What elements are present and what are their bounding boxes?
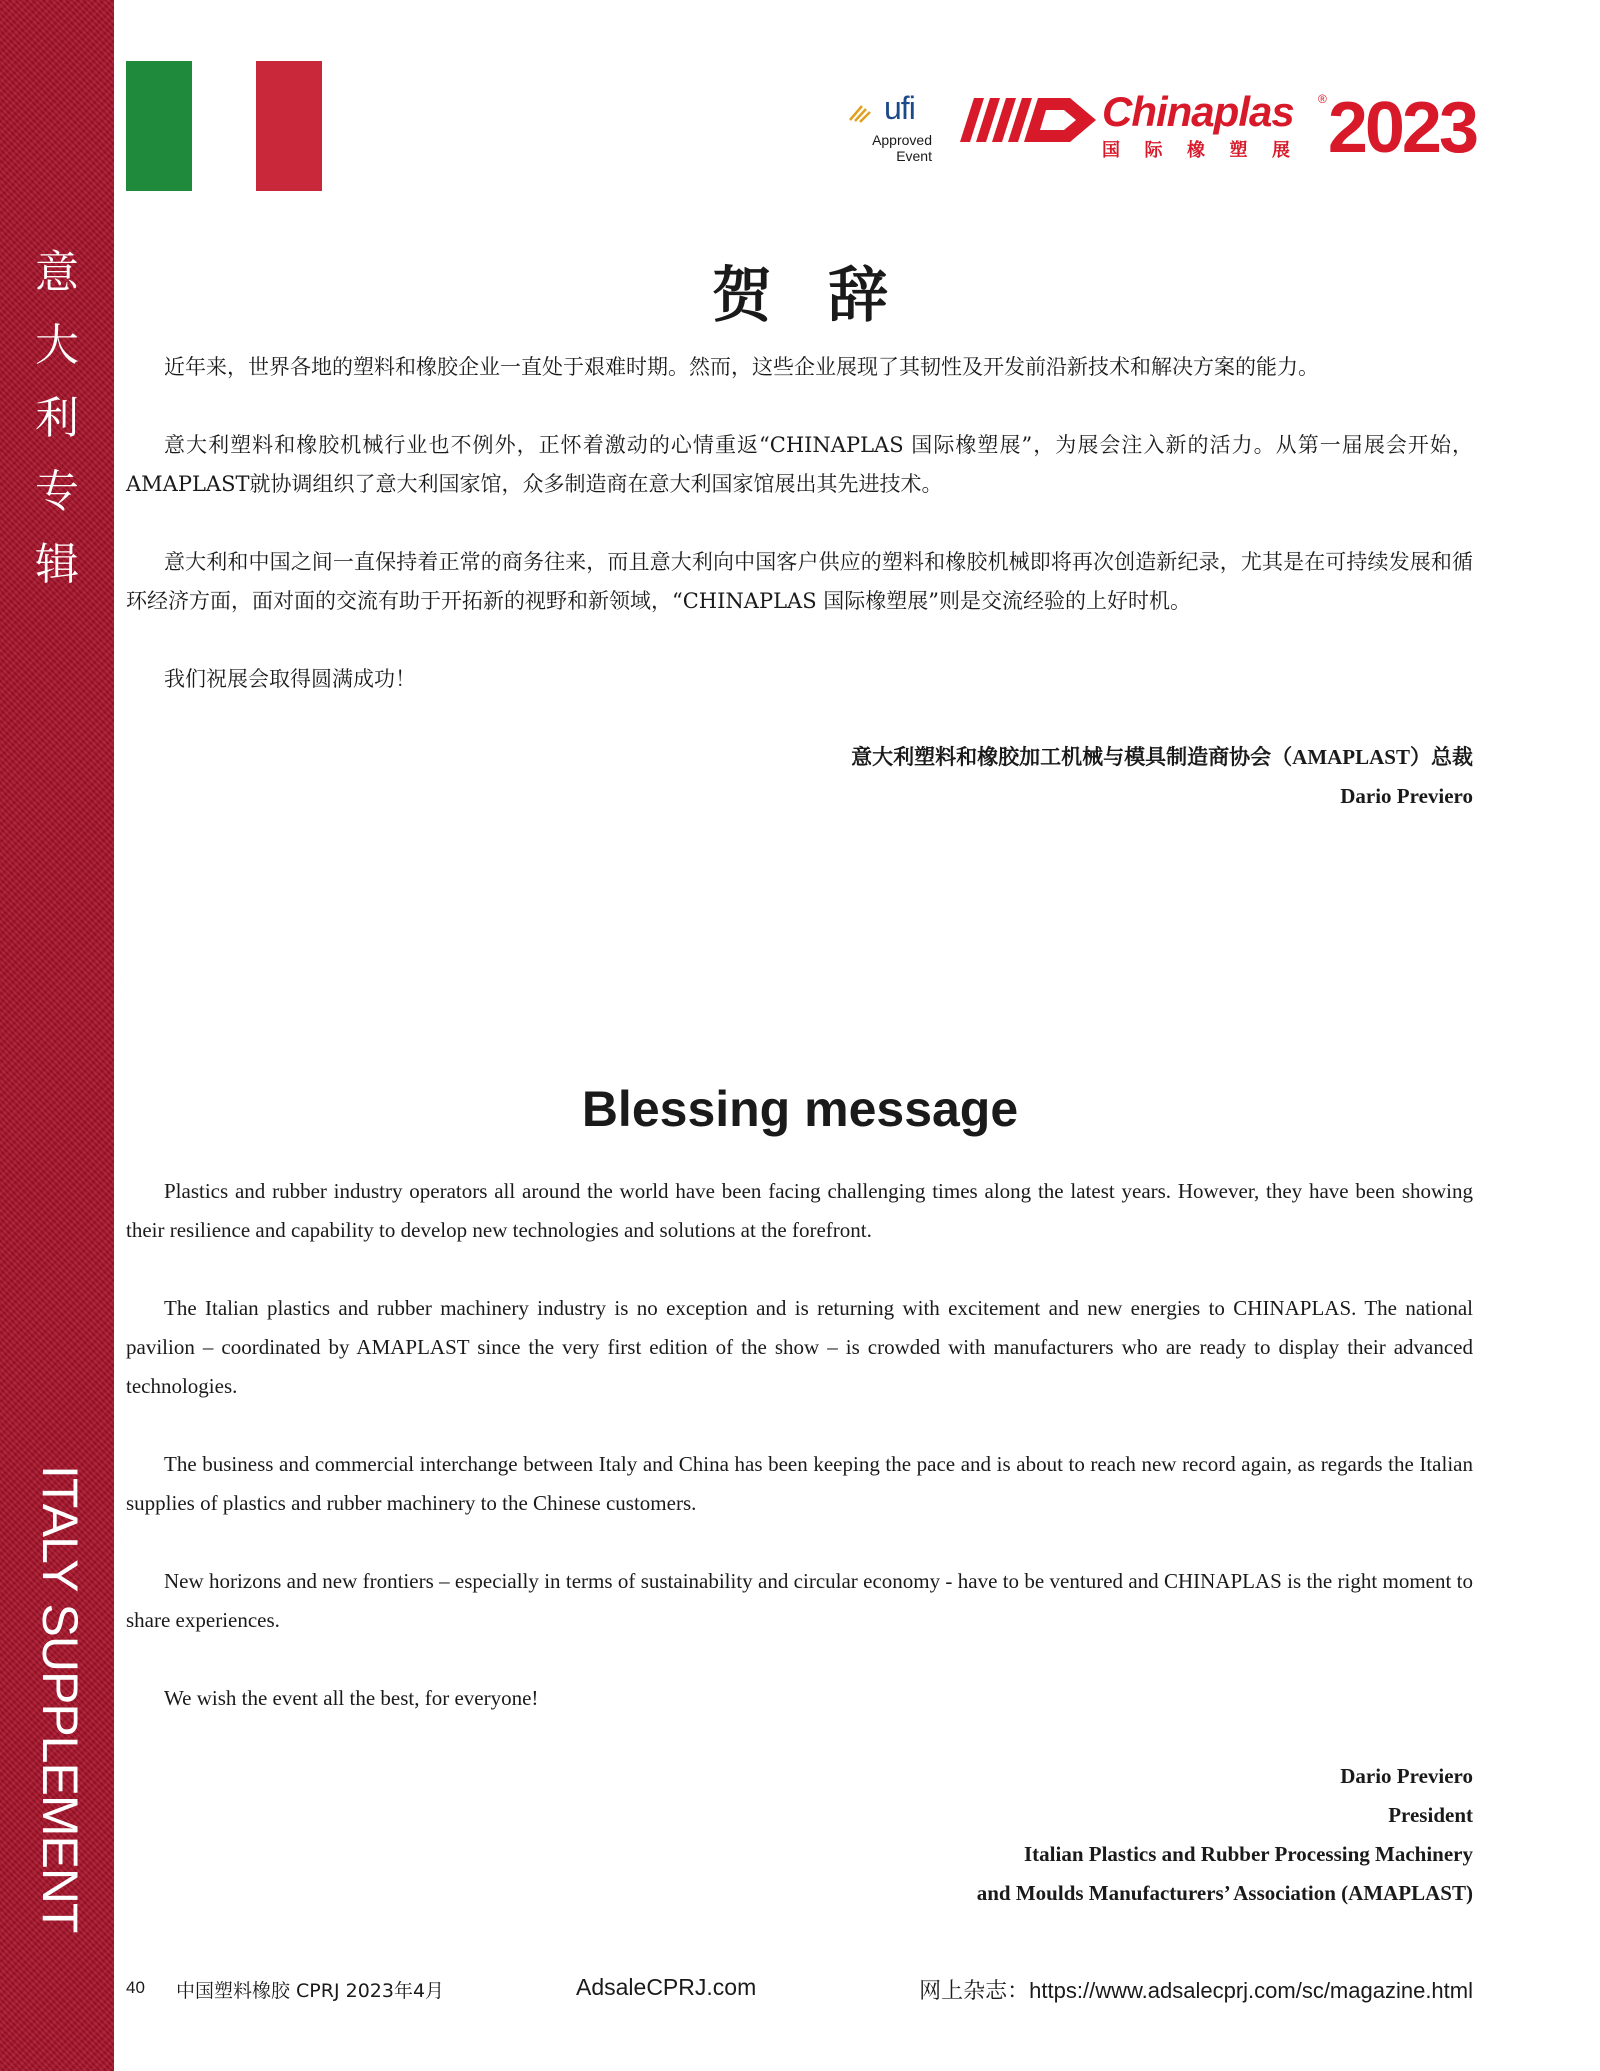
chinaplas-year: 2023: [1327, 88, 1476, 168]
italian-flag: [126, 61, 322, 191]
chinaplas-cn-char: 际: [1144, 140, 1163, 161]
flag-green-band: [126, 61, 192, 191]
flag-white-band: [192, 61, 256, 191]
chinese-body: [126, 348, 1473, 816]
ufi-approved-logo: [848, 90, 932, 166]
chinese-paragraph: 我们祝展会取得圆满成功！: [164, 667, 416, 691]
english-title: Blessing message: [581, 1081, 1019, 1137]
chinaplas-cn-name: [1102, 136, 1290, 162]
magazine-link[interactable]: 网上杂志：https://www.adsalecprj.com/sc/magazine.html: [919, 1978, 1473, 2003]
chinese-title: 贺辞: [712, 261, 944, 331]
chinaplas-cn-char: 国: [1102, 140, 1120, 161]
sidebar-cn-char: 利: [35, 393, 79, 444]
chinese-signature-name: Dario Previero: [1340, 784, 1473, 808]
english-paragraph: New horizons and new frontiers – especially in terms of sustainability and circular economy - have to be ventured and CHINAPLAS is the right moment to share experiences.: [126, 1569, 1473, 1632]
chinaplas-cn-char: 展: [1272, 140, 1290, 161]
chinaplas-wordmark: Chinaplas: [1102, 88, 1294, 135]
chinese-paragraph: 意大利塑料和橡胶机械行业也不例外，正怀着激动的心情重返“CHINAPLAS 国际橡塑展”，为展会注入新的活力。从第一届展会开始，AMAPLAST就协调组织了意大利国家馆，众多制造商在意大利国家馆展出其先进技术。: [126, 433, 1473, 496]
sidebar-cn-char: 大: [35, 320, 79, 371]
ufi-caption-line: Event: [896, 148, 932, 164]
ufi-caption-line: Approved: [872, 132, 932, 148]
flag-red-band: [256, 61, 322, 191]
ufi-caption: [872, 132, 932, 164]
english-signature-line: President: [1388, 1803, 1473, 1827]
ufi-swoosh-icon: [848, 100, 878, 124]
chinaplas-cn-char: 橡: [1187, 140, 1205, 161]
page-number: 40: [126, 1978, 145, 1997]
english-paragraph: We wish the event all the best, for everyone!: [164, 1686, 539, 1710]
chinaplas-cn-char: 塑: [1229, 140, 1248, 161]
page-footer: [126, 1976, 1473, 2006]
chinaplas-logo: [960, 88, 1476, 168]
sidebar-cn-char: 辑: [35, 539, 79, 590]
sidebar-cn-char: 专: [35, 466, 79, 517]
english-signature-line: Dario Previero: [1340, 1764, 1473, 1788]
site-link[interactable]: AdsaleCPRJ.com: [576, 1974, 757, 2000]
issue-label: 中国塑料橡胶 CPRJ 2023年4月: [176, 1980, 445, 2002]
sidebar-cn-char: 意: [35, 247, 79, 298]
english-paragraph: The business and commercial interchange between Italy and China has been keeping the pace and is about to reach new record again, as regards the Italian supplies of plastics and rubber machinery to the Chinese customers.: [126, 1452, 1473, 1515]
chinaplas-stripes-icon: [960, 98, 1096, 142]
english-paragraph: The Italian plastics and rubber machinery industry is no exception and is returning with excitement and new energies to CHINAPLAS. The national pavilion – coordinated by AMAPLAST since the very first edition of the show – is crowded with manufacturers who are ready to display their advanced technologies.: [126, 1296, 1473, 1398]
chinese-signature-org: 意大利塑料和橡胶加工机械与模具制造商协会（AMAPLAST）总裁: [851, 745, 1473, 769]
english-body: [126, 1172, 1473, 1913]
english-signature-line: Italian Plastics and Rubber Processing Machinery: [1024, 1842, 1473, 1866]
chinese-paragraph: 近年来，世界各地的塑料和橡胶企业一直处于艰难时期。然而，这些企业展现了其韧性及开发前沿新技术和解决方案的能力。: [164, 355, 1319, 379]
sidebar-en-label: ITALY SUPPLEMENT: [32, 1465, 88, 1933]
chinese-paragraph: 意大利和中国之间一直保持着正常的商务往来，而且意大利向中国客户供应的塑料和橡胶机械即将再次创造新纪录，尤其是在可持续发展和循环经济方面，面对面的交流有助于开拓新的视野和新领域，“CHINAPLAS 国际橡塑展”则是交流经验的上好时机。: [126, 550, 1473, 613]
english-signature-line: and Moulds Manufacturers’ Association (AMAPLAST): [976, 1881, 1473, 1905]
registered-mark: ®: [1318, 92, 1327, 106]
english-paragraph: Plastics and rubber industry operators all around the world have been facing challenging times along the latest years. However, they have been showing their resilience and capability to develop new technologies and solutions at the forefront.: [126, 1179, 1473, 1242]
ufi-wordmark: ufi: [884, 90, 915, 126]
